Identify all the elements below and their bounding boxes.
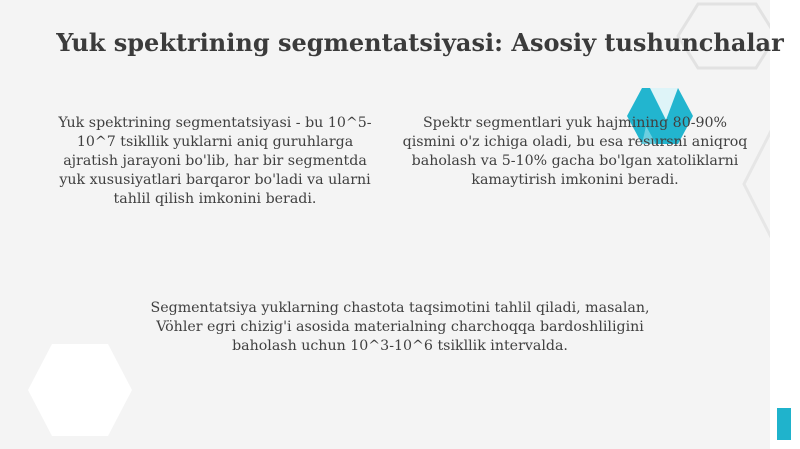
hexagon-white-icon bbox=[26, 340, 134, 440]
right-side-panel bbox=[770, 0, 800, 449]
paragraph-right: Spektr segmentlari yuk hajmining 80-90% qismini o'z ichiga oladi, bu esa resursni aniqroq baholash va 5-10% gacha bo'lgan xatoliklarni kamaytirish imkonini beradi. bbox=[402, 115, 748, 188]
paragraph-bottom: Segmentatsiya yuklarning chastota taqsimotini tahlil qiladi, masalan, Vöhler egri chizig'i asosida materialning charchoqqa bardoshliligini baholash uchun 10^3-10^6 tsikllik intervalda. bbox=[150, 300, 650, 354]
paragraph-left: Yuk spektrining segmentatsiyasi - bu 10^5-10^7 tsikllik yuklarni aniq guruhlarga ajratish jarayoni bo'lib, har bir segmentda yuk xususiyatlari barqaror bo'ladi va ularni tahlil qilish imkonini beradi. bbox=[58, 115, 372, 207]
slide-title: Yuk spektrining segmentatsiyasi: Asosiy tushunchalar bbox=[56, 28, 784, 57]
accent-bar bbox=[777, 408, 791, 440]
